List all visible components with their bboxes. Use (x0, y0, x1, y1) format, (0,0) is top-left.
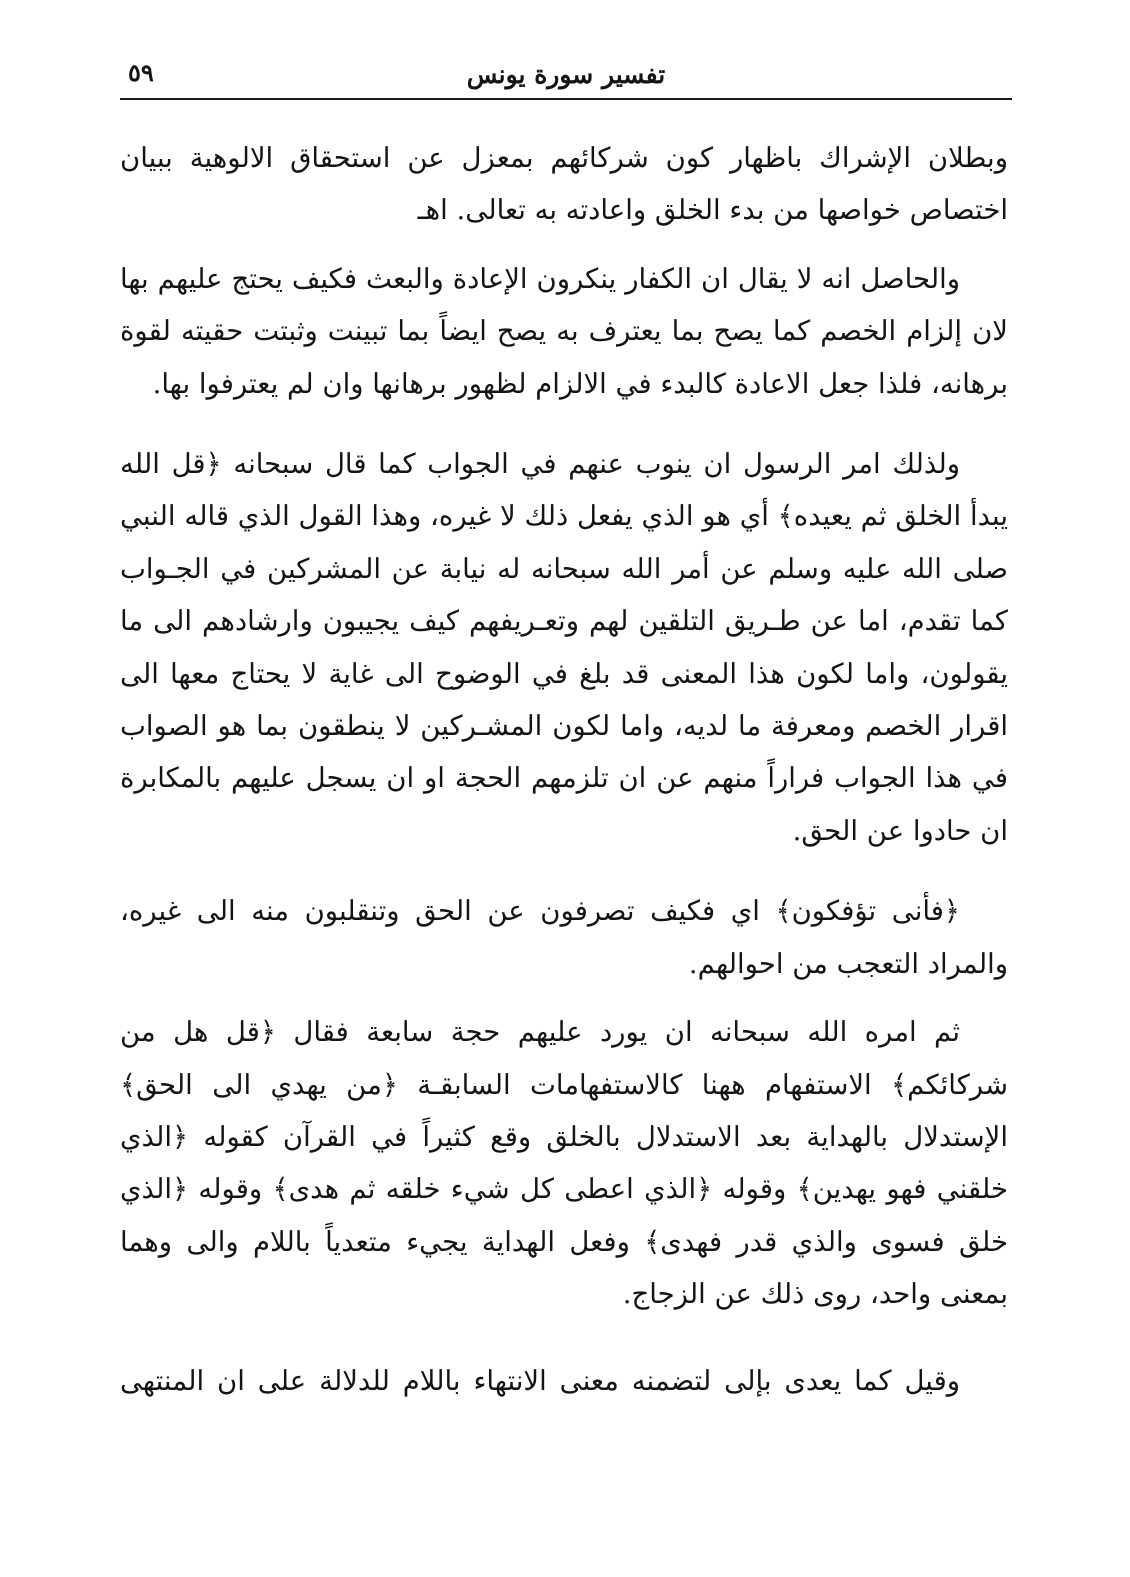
paragraph-5: ثم امره الله سبحانه ان يورد عليهم حجة سابعة فقال ﴿قل هل من شركائكم﴾ الاستفهام ههنا كالاستفهامات السابقـة ﴿من يهدي الى الحق﴾ الإستدلال بالهداية بعد الاستدلال بالخلق وقع كثيراً في القرآن كقوله ﴿الذي خلقني فهو يهدين﴾ وقوله ﴿الذي اعطى كل شيء خلقه ثم هدى﴾ وقوله ﴿الذي خلق فسوى والذي قدر فهدى﴾ وفعل الهداية يجيء متعدياً باللام والى وهما بمعنى واحد، روى ذلك عن الزجاج. (120, 1016, 1008, 1311)
paragraph-2: والحاصل انه لا يقال ان الكفار ينكرون الإعادة والبعث فكيف يحتج عليهم بها لان إلزام الخصم كما يصح بما يعترف به يصح ايضاً بما تبينت وثبتت حقيته لقوة برهانه، فلذا جعل الاعادة كالبدء في الالزام لظهور برهانها وان لم يعترفوا بها. (120, 262, 1008, 400)
paragraph-3: ولذلك امر الرسول ان ينوب عنهم في الجواب كما قال سبحانه ﴿قل الله يبدأ الخلق ثم يعيده﴾ أي هو الذي يفعل ذلك لا غيره، وهذا القول الذي قاله النبي صلى الله عليه وسلم عن أمر الله سبحانه له نيابة عن المشركين في الجـواب كما تقدم، اما عن طـريق التلقين لهم وتعـريفهم كيف يجيبون وارشادهم الى ما يقولون، واما لكون هذا المعنى قد بلغ في الوضوح الى غاية لا يحتاج معها الى اقرار الخصم ومعرفة ما لديه، واما لكون المشـركين لا ينطقون بما هو الصواب في هذا الجواب فراراً منهم عن ان تلزمهم الحجة او ان يسجل عليهم بالمكابرة ان حادوا عن الحق. (120, 448, 1008, 847)
running-title: تفسير سورة يونس (466, 60, 666, 89)
paragraph-4: ﴿فأنى تؤفكون﴾ اي فكيف تصرفون عن الحق وتنقلبون منه الى غيره، والمراد التعجب من احوالهم. (120, 895, 1008, 980)
page-number: ٥٩ (128, 58, 154, 87)
paragraph-6: وقيل كما يعدى بإلى لتضمنه معنى الانتهاء باللام للدلالة على ان المنتهى (120, 1364, 960, 1397)
page-header (120, 52, 1012, 100)
page-body (120, 132, 1008, 1407)
paragraph-1: وبطلان الإشراك باظهار كون شركائهم بمعزل عن استحقاق الالوهية ببيان اختصاص خواصها من بدء الخلق واعادته به تعالى. اهـ (120, 142, 1008, 227)
